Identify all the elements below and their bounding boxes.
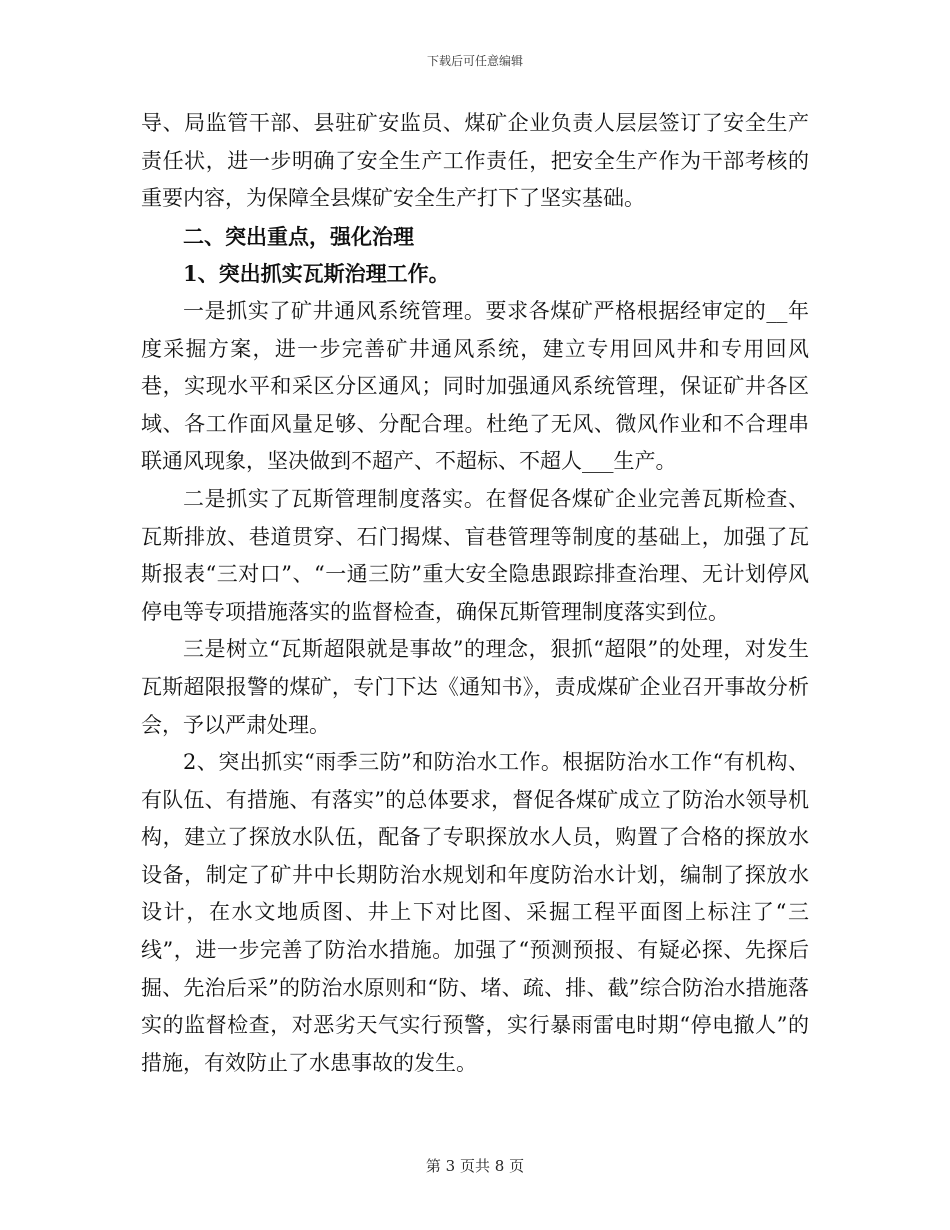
document-body: [141, 105, 809, 1082]
page-footer: 第 3 页共 8 页: [425, 1157, 525, 1175]
page-header-note: 下载后可任意编辑: [426, 54, 523, 68]
paragraph-water-control: 2、突出抓实“雨季三防”和防治水工作。根据防治水工作“有机构、有队伍、有措施、有落实”的总体要求，督促各煤矿成立了防治水领导机构，建立了探放水队伍，配备了专职探放水人员，购置了合格的探放水设备，制定了矿井中长期防治水规划和年度防治水计划，编制了探放水设计，在水文地质图、井上下对比图、采掘工程平面图上标注了“三线”，进一步完善了防治水措施。加强了“预测预报、有疑必探、先探后掘、先治后采”的防治水原则和“防、堵、疏、排、截”综合防治水措施落实的监督检查，对恶劣天气实行预警，实行暴雨雷电时期“停电撤人”的措施，有效防止了水患事故的发生。: [141, 750, 809, 1075]
paragraph-continued: 导、局监管干部、县驻矿安监员、煤矿企业负责人层层签订了安全生产责任状，进一步明确了安全生产工作责任，把安全生产作为干部考核的重要内容，为保障全县煤矿安全生产打下了坚实基础。: [141, 111, 809, 211]
paragraph-gas-overlimit: 三是树立“瓦斯超限就是事故”的理念，狠抓“超限”的处理，对发生瓦斯超限报警的煤矿，专门下达《通知书》，责成煤矿企业召开事故分析会，予以严肃处理。: [141, 637, 809, 737]
paragraph-gas-management: 二是抓实了瓦斯管理制度落实。在督促各煤矿企业完善瓦斯检查、瓦斯排放、巷道贯穿、石门揭煤、盲巷管理等制度的基础上，加强了瓦斯报表“三对口”、“一通三防”重大安全隐患跟踪排查治理、无计划停风停电等专项措施落实的监督检查，确保瓦斯管理制度落实到位。: [141, 486, 809, 624]
subsection-heading: 1、突出抓实瓦斯治理工作。: [183, 261, 450, 287]
section-heading: 二、突出重点，强化治理: [183, 223, 414, 249]
paragraph-ventilation: 一是抓实了矿井通风系统管理。要求各煤矿严格根据经审定的__年度采掘方案，进一步完善矿井通风系统，建立专用回风井和专用回风巷，实现水平和采区分区通风；同时加强通风系统管理，保证矿井各区域、各工作面风量足够、分配合理。杜绝了无风、微风作业和不合理串联通风现象，坚决做到不超产、不超标、不超人___生产。: [141, 298, 809, 474]
